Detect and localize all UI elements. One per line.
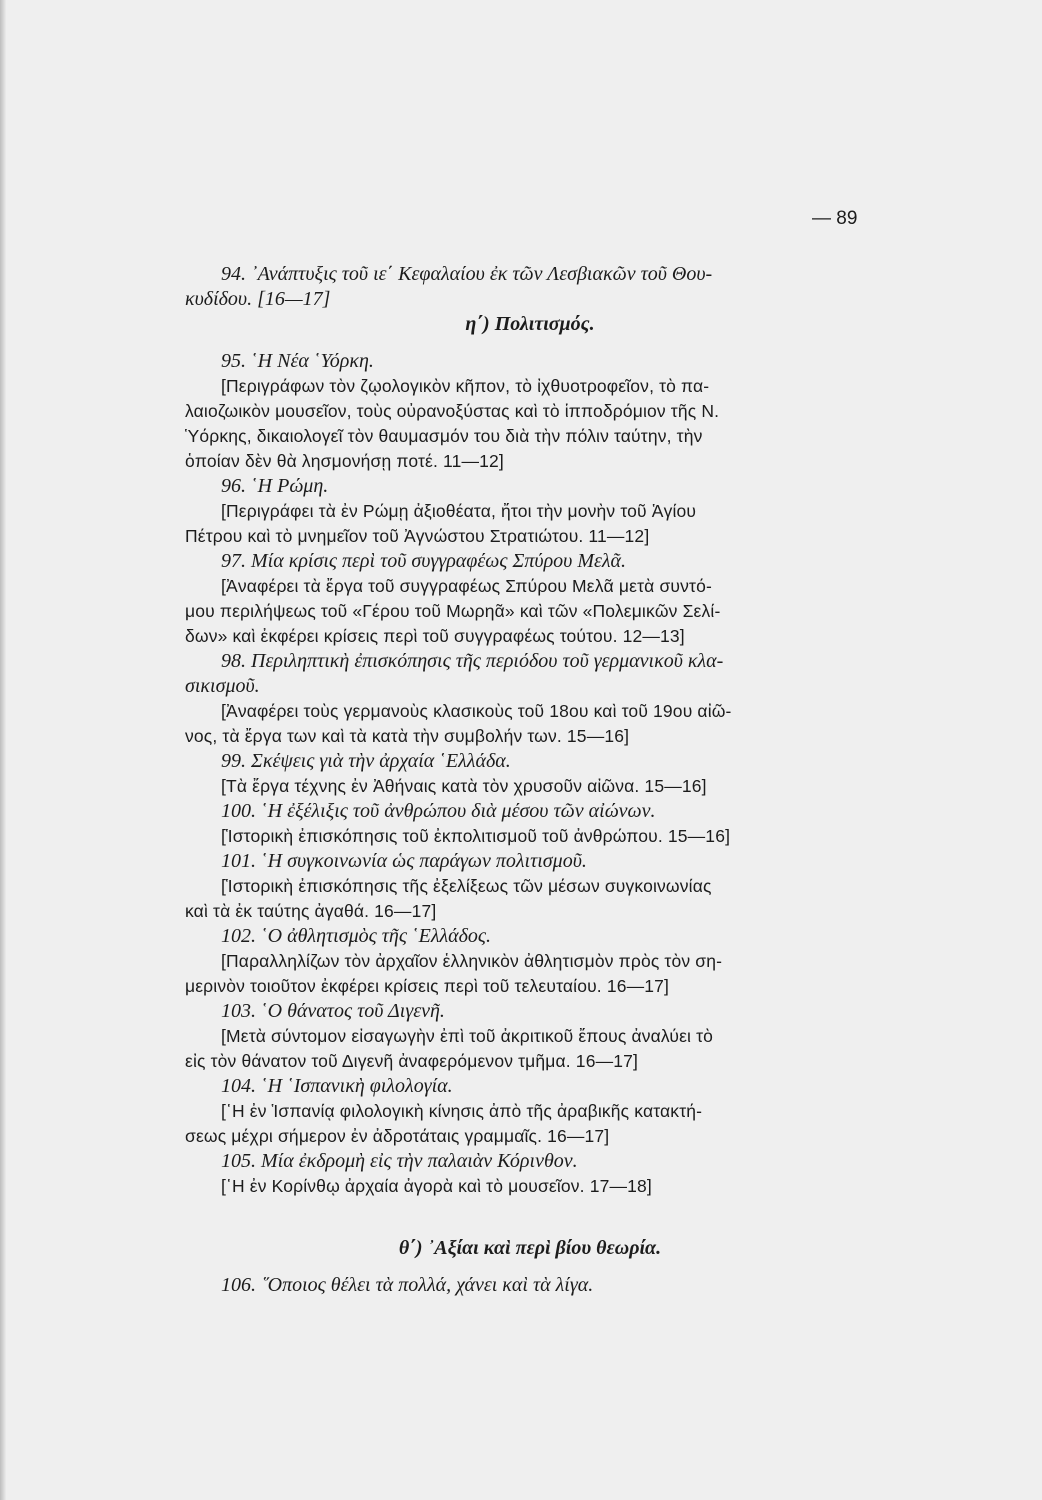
entry-summary: Πέτρου καὶ τὸ μνημεῖον τοῦ Ἀγνώστου Στρατιώτου. 11—12] xyxy=(185,526,650,546)
entry-title: 103. ῾Ο θάνατος τοῦ Διγενῆ. xyxy=(221,1000,445,1022)
entry-summary: λαιοζωικὸν μουσεῖον, τοὺς οὐρανοξύστας καὶ τὸ ἱπποδρόμιον τῆς Ν. xyxy=(185,401,720,421)
entry-title: 97. Μία κρίσις περὶ τοῦ συγγραφέως Σπύρου Μελᾶ. xyxy=(221,550,627,572)
entry-summary: [Ἀναφέρει τὰ ἔργα τοῦ συγγραφέως Σπύρου Μελᾶ μετὰ συντό- xyxy=(221,576,712,596)
section-heading: η΄) Πολιτισμός. xyxy=(465,313,595,335)
page-fold-shadow xyxy=(0,0,6,1500)
entry-summary: καὶ τὰ ἐκ ταύτης ἀγαθά. 16—17] xyxy=(185,901,437,921)
entry-summary: μου περιλήψεως τοῦ «Γέρου τοῦ Μωρηᾶ» καὶ τῶν «Πολεμικῶν Σελί- xyxy=(185,601,721,621)
entry-title: 102. ῾Ο ἀθλητισμὸς τῆς ῾Ελλάδος. xyxy=(221,925,492,947)
entry-title: 105. Μία ἐκδρομὴ εἰς τὴν παλαιὰν Κόρινθον. xyxy=(221,1150,578,1172)
entry-title: 104. ῾Η ῾Ισπανικὴ φιλολογία. xyxy=(221,1075,453,1097)
entry-summary: εἰς τὸν θάνατον τοῦ Διγενῆ ἀναφερόμενον τμῆμα. 16—17] xyxy=(185,1051,639,1071)
entry-summary: σεως μέχρι σήμερον ἐν ἀδροτάταις γραμμαῖς. 16—17] xyxy=(185,1126,610,1146)
entry-title-cont: σικισμοῦ. xyxy=(185,675,260,697)
entry-title: 94. ᾿Ανάπτυξις τοῦ ιε΄ Κεφαλαίου ἐκ τῶν Λεσβιακῶν τοῦ Θου- xyxy=(221,263,713,285)
entry-summary: [Περιγράφων τὸν ζῳολογικὸν κῆπον, τὸ ἰχθυοτροφεῖον, τὸ πα- xyxy=(221,376,710,396)
entry-summary: [Μετὰ σύντομον εἰσαγωγὴν ἐπὶ τοῦ ἀκριτικοῦ ἔπους ἀναλύει τὸ xyxy=(221,1026,714,1046)
entry-summary: [Ἀναφέρει τοὺς γερμανοὺς κλασικοὺς τοῦ 18ου καὶ τοῦ 19ου αἰῶ- xyxy=(221,701,732,721)
entry-summary: [Παραλληλίζων τὸν ἀρχαῖον ἑλληνικὸν ἀθλητισμὸν πρὸς τὸν ση- xyxy=(221,951,723,971)
entry-summary: [῾Η ἐν Ἱσπανίᾳ φιλολογικὴ κίνησις ἀπὸ τῆς ἀραβικῆς κατακτή- xyxy=(221,1101,703,1121)
entry-title: 96. ῾Η Ρώμη. xyxy=(221,475,329,497)
entry-summary: Ὑόρκης, δικαιολογεῖ τὸν θαυμασμόν του διὰ τὴν πόλιν ταύτην, τὴν xyxy=(185,426,703,446)
entry-title-cont: κυδίδου. [16—17] xyxy=(185,288,331,310)
entry-summary: μερινὸν τοιοῦτον ἐκφέρει κρίσεις περὶ τοῦ τελευταίου. 16—17] xyxy=(185,976,670,996)
entry-summary: δων» καὶ ἐκφέρει κρίσεις περὶ τοῦ συγγραφέως τούτου. 12—13] xyxy=(185,626,685,646)
entry-summary: [Ἱστορικὴ ἐπισκόπησις τῆς ἐξελίξεως τῶν μέσων συγκοινωνίας xyxy=(221,876,712,896)
entry-title: 99. Σκέψεις γιὰ τὴν ἀρχαία ῾Ελλάδα. xyxy=(221,750,511,772)
entry-summary: ὁποίαν δὲν θὰ λησμονήσῃ ποτέ. 11—12] xyxy=(185,451,504,471)
entry-summary: [Ἱστορικὴ ἐπισκόπησις τοῦ ἐκπολιτισμοῦ τοῦ ἀνθρώπου. 15—16] xyxy=(221,826,731,846)
entry-title: 98. Περιληπτικὴ ἐπισκόπησις τῆς περιόδου τοῦ γερμανικοῦ κλα- xyxy=(221,650,724,672)
entry-summary: [Τὰ ἔργα τέχνης ἐν Ἀθήναις κατὰ τὸν χρυσοῦν αἰῶνα. 15—16] xyxy=(221,776,707,796)
entry-summary: [Περιγράφει τὰ ἐν Ρώμῃ ἀξιοθέατα, ἤτοι τὴν μονὴν τοῦ Ἁγίου xyxy=(221,501,697,521)
entry-title: 100. ῾Η ἐξέλιξις τοῦ ἀνθρώπου διὰ μέσου τῶν αἰώνων. xyxy=(221,800,656,822)
page-number: — 89 xyxy=(812,208,858,229)
entry-title: 106. ῞Οποιος θέλει τὰ πολλά, χάνει καὶ τὰ λίγα. xyxy=(221,1274,594,1296)
entry-summary: νος, τὰ ἔργα των καὶ τὰ κατὰ τὴν συμβολήν των. 15—16] xyxy=(185,726,630,746)
entry-title: 95. ῾Η Νέα ῾Υόρκη. xyxy=(221,350,374,372)
section-heading: θ΄) ᾿Αξίαι καὶ περὶ βίου θεωρία. xyxy=(398,1237,662,1259)
entry-title: 101. ῾Η συγκοινωνία ὡς παράγων πολιτισμοῦ. xyxy=(221,850,587,872)
entry-summary: [῾Η ἐν Κορίνθῳ ἀρχαία ἀγορὰ καὶ τὸ μουσεῖον. 17—18] xyxy=(221,1176,652,1196)
page-content xyxy=(185,262,875,1298)
